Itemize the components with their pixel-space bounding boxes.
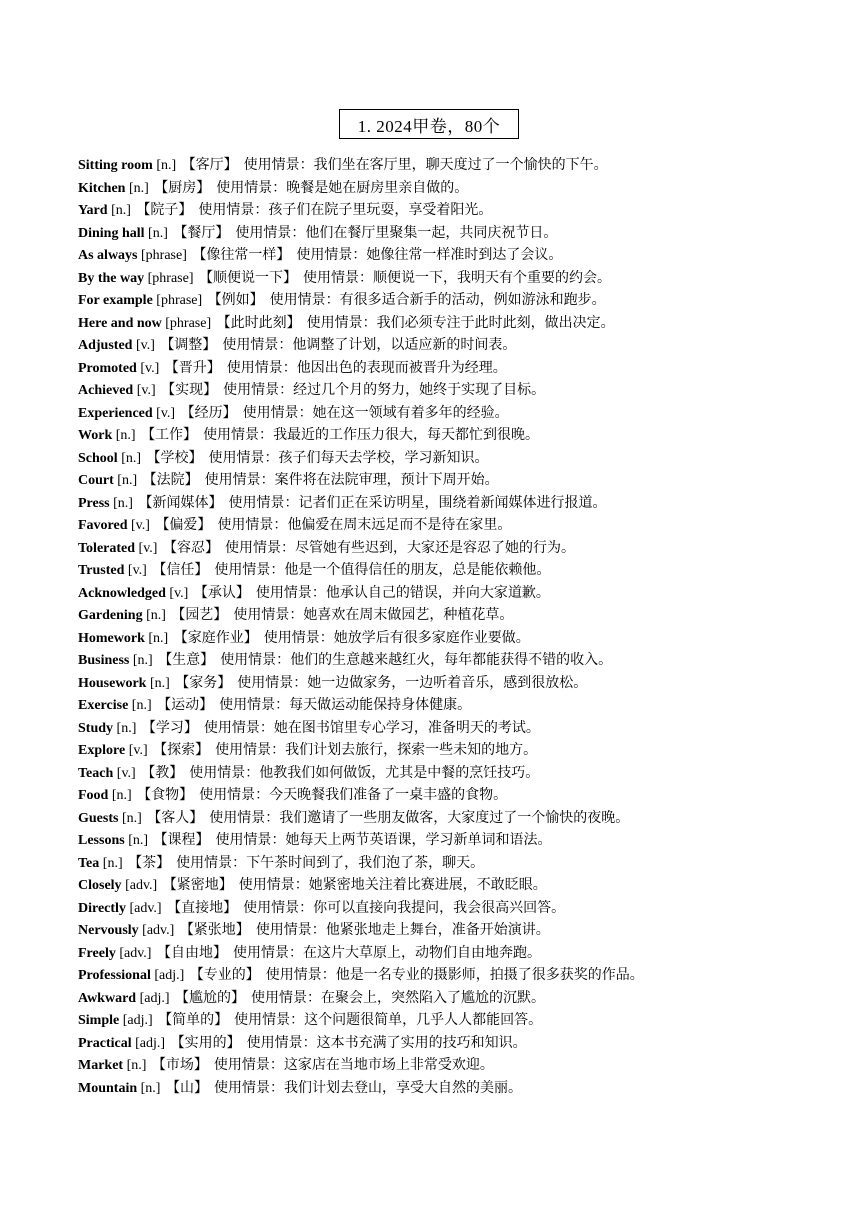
example-sentence: 顺便说一下，我明天有个重要的约会。 — [373, 270, 611, 286]
vocab-entry — [78, 763, 778, 786]
part-of-speech: [n.] — [111, 203, 131, 218]
vocab-word: Closely — [78, 878, 122, 893]
part-of-speech: [adj.] — [139, 990, 170, 1006]
example-sentence: 在聚会上，突然陷入了尴尬的沉默。 — [321, 990, 546, 1006]
vocab-word: For example — [78, 293, 153, 308]
example-sentence: 我们计划去登山，享受大自然的美丽。 — [283, 1080, 522, 1096]
vocab-word: Mountain — [78, 1080, 138, 1096]
chinese-meaning: 【厨房】 — [154, 180, 211, 196]
example-sentence: 孩子们在院子里玩耍，享受着阳光。 — [268, 203, 493, 218]
vocab-word: School — [78, 450, 118, 466]
vocab-entry — [78, 515, 778, 538]
usage-label: 使用情景： — [216, 180, 287, 196]
part-of-speech: [v.] — [127, 563, 147, 578]
vocab-entry — [78, 1033, 778, 1056]
example-sentence: 她在图书馆里专心学习，准备明天的考试。 — [273, 720, 540, 736]
usage-label: 使用情景： — [232, 945, 303, 961]
part-of-speech: [v.] — [138, 540, 158, 556]
chinese-meaning: 【园艺】 — [171, 608, 228, 623]
vocab-word: Directly — [78, 900, 126, 916]
usage-label: 使用情景： — [219, 698, 290, 713]
example-sentence: 她紧密地关注着比赛进展，不敢眨眼。 — [308, 878, 547, 893]
chinese-meaning: 【实用的】 — [170, 1035, 241, 1051]
example-sentence: 每天做运动能保持身体健康。 — [289, 698, 472, 713]
example-sentence: 她放学后有很多家庭作业要做。 — [333, 630, 530, 646]
vocab-word: Study — [78, 720, 114, 736]
part-of-speech: [n.] — [126, 1058, 147, 1073]
chinese-meaning: 【尴尬的】 — [175, 990, 246, 1006]
vocab-entry — [78, 245, 778, 268]
chinese-meaning: 【偏爱】 — [155, 518, 212, 533]
part-of-speech: [phrase] — [156, 293, 203, 308]
vocabulary-list — [78, 155, 778, 1100]
chinese-meaning: 【承认】 — [193, 585, 250, 601]
example-sentence: 这家店在当地市场上非常受欢迎。 — [283, 1058, 494, 1073]
part-of-speech: [n.] — [148, 225, 168, 241]
vocab-entry — [78, 200, 778, 223]
vocab-entry — [78, 290, 778, 313]
usage-label: 使用情景： — [189, 765, 260, 781]
vocab-word: Food — [78, 788, 109, 803]
part-of-speech: [v.] — [128, 743, 148, 758]
usage-label: 使用情景： — [224, 540, 295, 556]
example-sentence: 她喜欢在周末做园艺，种植花草。 — [303, 608, 514, 623]
chinese-meaning: 【教】 — [141, 765, 184, 781]
example-sentence: 案件将在法院审理，预计下周开始。 — [274, 473, 499, 488]
vocab-word: Housework — [78, 675, 147, 691]
vocab-entry — [78, 988, 778, 1011]
chinese-meaning: 【直接地】 — [167, 900, 238, 916]
chinese-meaning: 【食物】 — [137, 788, 194, 803]
example-sentence: 孩子们每天去学校，学习新知识。 — [278, 450, 489, 466]
chinese-meaning: 【运动】 — [157, 698, 214, 713]
usage-label: 使用情景： — [208, 450, 279, 466]
part-of-speech: [v.] — [131, 518, 150, 533]
usage-label: 使用情景： — [235, 225, 306, 241]
vocab-word: Practical — [78, 1035, 132, 1051]
vocab-entry — [78, 628, 778, 651]
usage-label: 使用情景： — [203, 428, 274, 443]
vocab-entry — [78, 155, 778, 178]
vocab-entry — [78, 853, 778, 876]
example-sentence: 我们邀请了一些朋友做客，大家度过了一个愉快的夜晚。 — [279, 810, 630, 826]
vocab-word: Business — [78, 653, 130, 668]
vocab-word: Freely — [78, 945, 116, 961]
vocab-entry — [78, 943, 778, 966]
usage-label: 使用情景： — [233, 608, 304, 623]
vocab-entry — [78, 448, 778, 471]
example-sentence: 我最近的工作压力很大，每天都忙到很晚。 — [273, 428, 540, 443]
example-sentence: 他调整了计划，以适应新的时间表。 — [292, 338, 517, 353]
usage-label: 使用情景： — [223, 383, 294, 398]
vocab-entry — [78, 875, 778, 898]
chinese-meaning: 【工作】 — [141, 428, 198, 443]
part-of-speech: [v.] — [156, 405, 176, 421]
chinese-meaning: 【经历】 — [180, 405, 237, 421]
vocab-entry — [78, 898, 778, 921]
vocab-word: Professional — [78, 968, 151, 983]
usage-label: 使用情景： — [198, 203, 269, 218]
vocab-word: Explore — [78, 743, 126, 758]
chinese-meaning: 【调整】 — [160, 338, 217, 353]
vocab-word: Tolerated — [78, 540, 136, 556]
usage-label: 使用情景： — [269, 293, 340, 308]
chinese-meaning: 【法院】 — [142, 473, 199, 488]
example-sentence: 经过几个月的努力，她终于实现了目标。 — [293, 383, 546, 398]
vocab-word: Promoted — [78, 360, 137, 376]
example-sentence: 下午茶时间到了，我们泡了茶，聊天。 — [246, 855, 485, 871]
part-of-speech: [n.] — [156, 158, 177, 173]
usage-label: 使用情景： — [238, 878, 309, 893]
vocab-word: Favored — [78, 518, 128, 533]
example-sentence: 她每天上两节英语课，学习新单词和语法。 — [285, 833, 552, 848]
vocab-word: Teach — [78, 765, 114, 781]
chinese-meaning: 【顺便说一下】 — [199, 270, 297, 286]
vocab-word: By the way — [78, 270, 145, 286]
example-sentence: 他紧张地走上舞台，准备开始演讲。 — [325, 923, 550, 938]
chinese-meaning: 【山】 — [165, 1080, 208, 1096]
chinese-meaning: 【客人】 — [147, 810, 204, 826]
vocab-word: Market — [78, 1058, 124, 1073]
vocab-word: Adjusted — [78, 338, 133, 353]
chinese-meaning: 【紧密地】 — [162, 878, 233, 893]
chinese-meaning: 【探索】 — [153, 743, 210, 758]
vocab-entry — [78, 178, 778, 201]
vocab-entry — [78, 268, 778, 291]
part-of-speech: [n.] — [149, 675, 170, 691]
vocab-entry — [78, 223, 778, 246]
part-of-speech: [adj.] — [154, 968, 185, 983]
usage-label: 使用情景： — [215, 833, 286, 848]
example-sentence: 他是一个值得信任的朋友，总是能依赖他。 — [284, 563, 551, 578]
vocab-entry — [78, 560, 778, 583]
vocab-word: Yard — [78, 203, 108, 218]
vocab-word: Trusted — [78, 563, 125, 578]
usage-label: 使用情景： — [255, 585, 326, 601]
part-of-speech: [v.] — [135, 338, 155, 353]
vocab-word: Achieved — [78, 383, 134, 398]
part-of-speech: [n.] — [131, 698, 152, 713]
example-sentence: 他教我们如何做饭，尤其是中餐的烹饪技巧。 — [259, 765, 540, 781]
part-of-speech: [n.] — [128, 180, 149, 196]
chinese-meaning: 【信任】 — [152, 563, 209, 578]
vocab-word: Acknowledged — [78, 585, 166, 601]
vocab-word: Press — [78, 495, 110, 511]
vocab-entry — [78, 1078, 778, 1101]
part-of-speech: [n.] — [121, 810, 142, 826]
chinese-meaning: 【紧张地】 — [179, 923, 250, 938]
chinese-meaning: 【院子】 — [136, 203, 193, 218]
chinese-meaning: 【学习】 — [141, 720, 198, 736]
usage-label: 使用情景： — [176, 855, 247, 871]
chinese-meaning: 【生意】 — [158, 653, 215, 668]
example-sentence: 这个问题很简单，几乎人人都能回答。 — [304, 1013, 543, 1028]
vocab-entry — [78, 403, 778, 426]
chinese-meaning: 【容忍】 — [162, 540, 219, 556]
usage-label: 使用情景： — [214, 563, 285, 578]
part-of-speech: [n.] — [140, 1080, 161, 1096]
usage-label: 使用情景： — [234, 1013, 305, 1028]
part-of-speech: [v.] — [116, 765, 136, 781]
chinese-meaning: 【客厅】 — [181, 158, 238, 173]
part-of-speech: [n.] — [111, 788, 132, 803]
vocab-word: Here and now — [78, 315, 162, 331]
chinese-meaning: 【学校】 — [146, 450, 203, 466]
vocab-entry — [78, 605, 778, 628]
vocab-entry — [78, 538, 778, 561]
vocab-entry — [78, 695, 778, 718]
vocab-entry — [78, 830, 778, 853]
usage-label: 使用情景： — [204, 473, 275, 488]
example-sentence: 记者们正在采访明星，围绕着新闻媒体进行报道。 — [298, 495, 607, 511]
vocab-entry — [78, 358, 778, 381]
example-sentence: 晚餐是她在厨房里亲自做的。 — [286, 180, 469, 196]
usage-label: 使用情景： — [296, 248, 367, 263]
vocab-entry — [78, 1010, 778, 1033]
usage-label: 使用情景： — [303, 270, 373, 286]
example-sentence: 她在这一领域有着多年的经验。 — [312, 405, 509, 421]
example-sentence: 他承认自己的错误，并向大家道歉。 — [325, 585, 550, 601]
example-sentence: 尽管她有些迟到，大家还是容忍了她的行为。 — [294, 540, 575, 556]
usage-label: 使用情景： — [213, 1058, 284, 1073]
vocab-word: Tea — [78, 855, 100, 871]
usage-label: 使用情景： — [246, 1035, 317, 1051]
part-of-speech: [adj.] — [122, 1013, 153, 1028]
chinese-meaning: 【家庭作业】 — [173, 630, 258, 646]
part-of-speech: [n.] — [115, 428, 136, 443]
part-of-speech: [n.] — [113, 495, 133, 511]
usage-label: 使用情景： — [265, 968, 336, 983]
usage-label: 使用情景： — [243, 900, 314, 916]
chinese-meaning: 【自由地】 — [156, 945, 227, 961]
usage-label: 使用情景： — [213, 1080, 284, 1096]
example-sentence: 我们计划去旅行，探索一些未知的地方。 — [285, 743, 538, 758]
chinese-meaning: 【此时此刻】 — [216, 315, 301, 331]
example-sentence: 他们在餐厅里聚集一起，共同庆祝节日。 — [305, 225, 558, 241]
usage-label: 使用情景： — [215, 743, 286, 758]
part-of-speech: [phrase] — [141, 248, 187, 263]
vocab-word: Court — [78, 473, 114, 488]
example-sentence: 他偏爱在周末远足而不是待在家里。 — [287, 518, 512, 533]
usage-label: 使用情景： — [226, 360, 297, 376]
vocab-entry — [78, 583, 778, 606]
vocab-entry — [78, 920, 778, 943]
part-of-speech: [n.] — [146, 608, 166, 623]
example-sentence: 今天晚餐我们准备了一桌丰盛的食物。 — [269, 788, 508, 803]
usage-label: 使用情景： — [199, 788, 270, 803]
part-of-speech: [n.] — [132, 653, 153, 668]
vocab-entry — [78, 650, 778, 673]
usage-label: 使用情景： — [203, 720, 274, 736]
usage-label: 使用情景： — [209, 810, 280, 826]
section-title: 1. 2024甲卷，80个 — [339, 109, 519, 139]
vocab-word: Sitting room — [78, 158, 153, 173]
vocab-entry — [78, 425, 778, 448]
usage-label: 使用情景： — [237, 675, 308, 691]
vocab-entry — [78, 1055, 778, 1078]
usage-label: 使用情景： — [255, 923, 326, 938]
vocab-word: Awkward — [78, 990, 137, 1006]
vocab-word: Simple — [78, 1013, 120, 1028]
vocab-word: Gardening — [78, 608, 143, 623]
vocab-entry — [78, 313, 778, 336]
part-of-speech: [n.] — [116, 720, 137, 736]
vocab-word: Experienced — [78, 405, 153, 421]
vocab-entry — [78, 380, 778, 403]
chinese-meaning: 【课程】 — [153, 833, 210, 848]
example-sentence: 这本书充满了实用的技巧和知识。 — [316, 1035, 527, 1051]
vocab-entry — [78, 493, 778, 516]
vocab-entry — [78, 335, 778, 358]
chinese-meaning: 【简单的】 — [158, 1013, 229, 1028]
part-of-speech: [v.] — [140, 360, 160, 376]
usage-label: 使用情景： — [243, 158, 314, 173]
part-of-speech: [v.] — [136, 383, 156, 398]
vocab-entry — [78, 965, 778, 988]
part-of-speech: [adv.] — [142, 923, 175, 938]
vocab-word: Nervously — [78, 923, 139, 938]
chinese-meaning: 【茶】 — [128, 855, 171, 871]
part-of-speech: [adv.] — [119, 945, 152, 961]
vocab-word: Kitchen — [78, 180, 126, 196]
part-of-speech: [v.] — [169, 585, 189, 601]
part-of-speech: [n.] — [128, 833, 149, 848]
vocab-entry — [78, 673, 778, 696]
chinese-meaning: 【家务】 — [175, 675, 232, 691]
part-of-speech: [n.] — [148, 630, 169, 646]
vocab-word: As always — [78, 248, 138, 263]
usage-label: 使用情景： — [222, 338, 293, 353]
part-of-speech: [adv.] — [125, 878, 158, 893]
example-sentence: 你可以直接向我提问，我会很高兴回答。 — [313, 900, 566, 916]
example-sentence: 有很多适合新手的活动，例如游泳和跑步。 — [339, 293, 606, 308]
usage-label: 使用情景： — [263, 630, 334, 646]
example-sentence: 我们坐在客厅里，聊天度过了一个愉快的下午。 — [313, 158, 608, 173]
chinese-meaning: 【例如】 — [207, 293, 264, 308]
usage-label: 使用情景： — [242, 405, 313, 421]
example-sentence: 他是一名专业的摄影师，拍摄了很多获奖的作品。 — [335, 968, 644, 983]
chinese-meaning: 【晋升】 — [164, 360, 221, 376]
example-sentence: 在这片大草原上，动物们自由地奔跑。 — [302, 945, 541, 961]
vocab-word: Exercise — [78, 698, 129, 713]
vocab-word: Guests — [78, 810, 119, 826]
vocab-word: Lessons — [78, 833, 125, 848]
part-of-speech: [phrase] — [147, 270, 194, 286]
vocab-entry — [78, 808, 778, 831]
part-of-speech: [adv.] — [129, 900, 162, 916]
usage-label: 使用情景： — [228, 495, 299, 511]
part-of-speech: [phrase] — [165, 315, 212, 331]
vocab-entry — [78, 740, 778, 763]
part-of-speech: [n.] — [121, 450, 142, 466]
example-sentence: 他因出色的表现而被晋升为经理。 — [296, 360, 507, 376]
chinese-meaning: 【实现】 — [161, 383, 218, 398]
vocab-word: Homework — [78, 630, 145, 646]
vocab-entry — [78, 718, 778, 741]
vocab-entry — [78, 470, 778, 493]
usage-label: 使用情景： — [251, 990, 322, 1006]
usage-label: 使用情景： — [306, 315, 377, 331]
chinese-meaning: 【市场】 — [151, 1058, 208, 1073]
example-sentence: 她一边做家务，一边听着音乐，感到很放松。 — [307, 675, 588, 691]
example-sentence: 他们的生意越来越红火，每年都能获得不错的收入。 — [290, 653, 613, 668]
chinese-meaning: 【像往常一样】 — [192, 248, 291, 263]
example-sentence: 她像往常一样准时到达了会议。 — [366, 248, 563, 263]
chinese-meaning: 【专业的】 — [189, 968, 260, 983]
usage-label: 使用情景： — [220, 653, 291, 668]
part-of-speech: [n.] — [102, 855, 123, 871]
usage-label: 使用情景： — [217, 518, 288, 533]
chinese-meaning: 【餐厅】 — [173, 225, 230, 241]
vocab-entry — [78, 785, 778, 808]
part-of-speech: [n.] — [117, 473, 138, 488]
vocab-word: Work — [78, 428, 113, 443]
example-sentence: 我们必须专注于此时此刻，做出决定。 — [376, 315, 615, 331]
part-of-speech: [adj.] — [135, 1035, 166, 1051]
chinese-meaning: 【新闻媒体】 — [138, 495, 223, 511]
vocab-word: Dining hall — [78, 225, 145, 241]
